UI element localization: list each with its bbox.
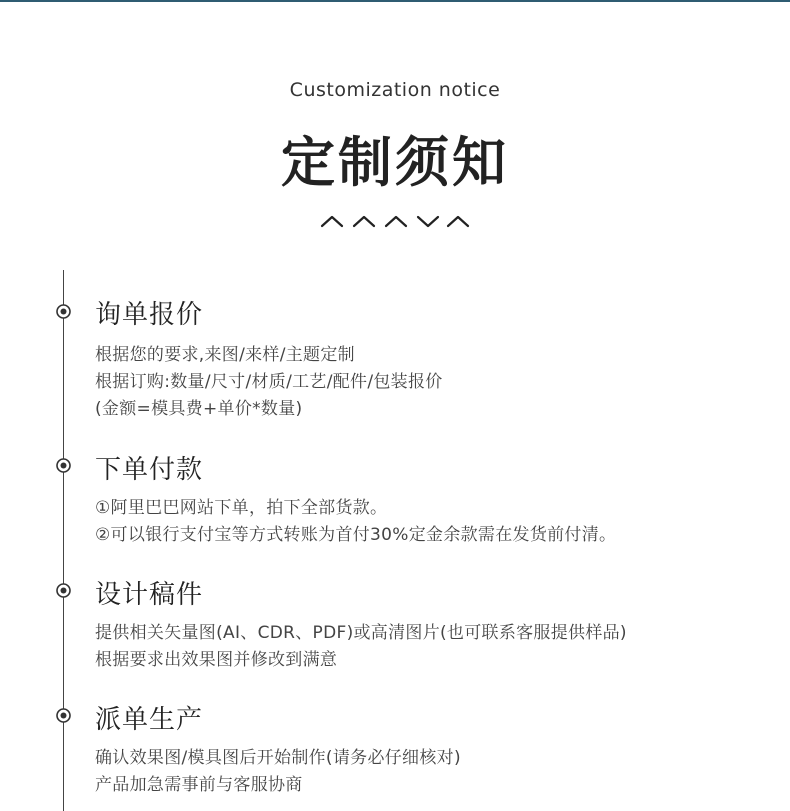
section-line: 确认效果图/模具图后开始制作(请务必仔细核对) bbox=[95, 748, 461, 768]
section-title-quote: 询单报价 bbox=[95, 300, 204, 330]
section-line: 产品加急需事前与客服协商 bbox=[95, 775, 303, 795]
chevron-down-icon bbox=[418, 217, 438, 226]
page-title: 定制须知 bbox=[281, 131, 509, 194]
section-line: 根据要求出效果图并修改到满意 bbox=[95, 650, 338, 670]
chevron-up-icon bbox=[448, 217, 468, 226]
chevron-up-icon bbox=[386, 217, 406, 226]
timeline-marker-icon bbox=[55, 707, 72, 724]
section-line: 根据订购:数量/尺寸/材质/工艺/配件/包装报价 bbox=[95, 372, 443, 392]
timeline-line bbox=[63, 270, 64, 811]
section-line: 根据您的要求,来图/来样/主题定制 bbox=[95, 345, 355, 365]
timeline-marker-icon bbox=[55, 457, 72, 474]
section-title-design: 设计稿件 bbox=[95, 580, 204, 610]
section-line: (金额=模具费+单价*数量) bbox=[95, 399, 303, 419]
section-title-production: 派单生产 bbox=[95, 705, 204, 735]
section-line: ①阿里巴巴网站下单，拍下全部货款。 bbox=[95, 498, 388, 518]
top-rule bbox=[0, 0, 790, 2]
timeline-marker-icon bbox=[55, 582, 72, 599]
section-line: 提供相关矢量图(AI、CDR、PDF)或高清图片(也可联系客服提供样品) bbox=[95, 623, 627, 643]
chevron-up-icon bbox=[354, 217, 374, 226]
page-subtitle: Customization notice bbox=[289, 79, 501, 101]
section-line: ②可以银行支付宝等方式转账为首付30%定金余款需在发货前付清。 bbox=[95, 525, 617, 545]
section-title-payment: 下单付款 bbox=[95, 455, 204, 485]
chevron-up-icon bbox=[322, 217, 342, 226]
chevron-decoration bbox=[318, 208, 472, 234]
timeline-marker-icon bbox=[55, 303, 72, 320]
